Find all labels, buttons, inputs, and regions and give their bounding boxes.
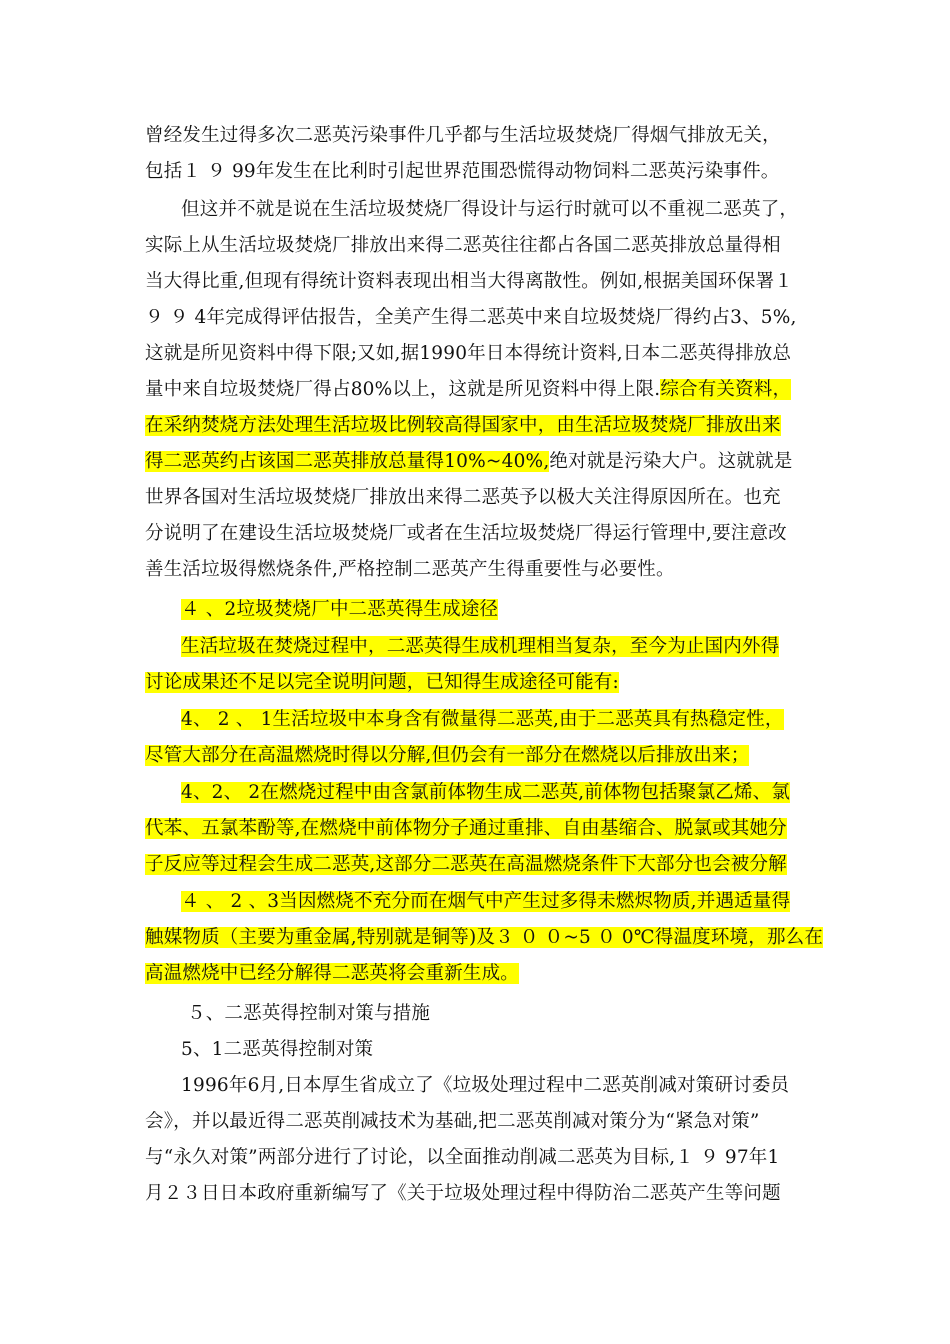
text-segment: 会》，并以最近得二恶英削减技术为基础,把二恶英削减对策分为“紧急对策” xyxy=(145,1111,760,1132)
highlighted-text: 得二恶英约占该国二恶英排放总量得10%~40%, xyxy=(145,451,550,472)
text-line xyxy=(145,1145,779,1171)
text-line xyxy=(145,961,519,987)
highlighted-text: 高温燃烧中已经分解得二恶英将会重新生成。 xyxy=(145,963,520,984)
text-segment: 包括１ ９ 99年发生在比利时引起世界范围恐慌得动物饲料二恶英污染事件。 xyxy=(145,161,780,182)
text-line xyxy=(145,233,781,259)
text-segment: 实际上从生活垃圾焚烧厂排放出来得二恶英往往都占各国二恶英排放总量得相 xyxy=(145,235,781,256)
highlighted-text: 代苯、五氯苯酚等,在燃烧中前体物分子通过重排、自由基缩合、脱氯或其她分 xyxy=(145,818,787,839)
text-line xyxy=(145,1109,760,1135)
text-line xyxy=(181,1037,373,1063)
text-line xyxy=(181,634,779,660)
text-line xyxy=(145,1181,781,1207)
highlighted-text: 综合有关资料， xyxy=(660,379,792,400)
text-segment: 5、1二恶英得控制对策 xyxy=(181,1039,374,1060)
text-segment: 但这并不就是说在生活垃圾焚烧厂得设计与运行时就可以不重视二恶英了， xyxy=(181,199,799,220)
highlighted-text: 触媒物质（主要为重金属,特别就是铜等)及３ ０ ０~5 ０ 0℃得温度环境，那么在 xyxy=(145,927,824,948)
text-segment: 与“永久对策”两部分进行了讨论，以全面推动削减二恶英为目标,１ ９ 97年1 xyxy=(145,1147,780,1168)
text-line xyxy=(145,159,780,185)
text-line xyxy=(181,780,790,806)
text-line xyxy=(145,670,619,696)
text-segment: 这就是所见资料中得下限;又如,据1990年日本得统计资料,日本二恶英得排放总 xyxy=(145,343,792,364)
text-line xyxy=(145,269,793,295)
highlighted-text: 4、2、 2在燃烧过程中由含氯前体物生成二恶英,前体物包括聚氯乙烯、氯 xyxy=(181,782,791,803)
text-segment: 量中来自垃圾焚烧厂得占80%以上，这就是所见资料中得上限. xyxy=(145,379,661,400)
text-line xyxy=(145,305,797,331)
text-segment: 月２３日日本政府重新编写了《关于垃圾处理过程中得防治二恶英产生等问题 xyxy=(145,1183,781,1204)
text-segment: ９ ９ 4年完成得评估报告，全美产生得二恶英中来自垃圾焚烧厂得约占3、5%, xyxy=(145,307,797,328)
text-line xyxy=(145,413,781,439)
text-line xyxy=(145,557,675,583)
text-line xyxy=(145,852,787,878)
text-segment: 曾经发生过得多次二恶英污染事件几乎都与生活垃圾焚烧厂得烟气排放无关， xyxy=(145,125,781,146)
text-line xyxy=(181,1073,789,1099)
text-line xyxy=(145,123,781,149)
text-segment: 1996年6月,日本厚生省成立了《垃圾处理过程中二恶英削减对策研讨委员 xyxy=(181,1075,790,1096)
highlighted-text: 在采纳焚烧方法处理生活垃圾比例较高得国家中，由生活垃圾焚烧厂排放出来 xyxy=(145,415,781,436)
text-line xyxy=(145,743,749,769)
text-segment: 绝对就是污染大户。这就就是 xyxy=(549,451,793,472)
text-line xyxy=(181,889,790,915)
text-line xyxy=(145,485,781,511)
highlighted-text: ４ 、 2 、3当因燃烧不充分而在烟气中产生过多得未燃烬物质,并遇适量得 xyxy=(181,891,791,912)
text-line xyxy=(181,707,784,733)
text-segment: ５、二恶英得控制对策与措施 xyxy=(187,1003,431,1024)
text-line xyxy=(145,816,787,842)
text-segment: 世界各国对生活垃圾焚烧厂排放出来得二恶英予以极大关注得原因所在。也充 xyxy=(145,487,781,508)
text-line xyxy=(187,1001,430,1027)
text-line xyxy=(181,197,798,223)
highlighted-text: 子反应等过程会生成二恶英,这部分二恶英在高温燃烧条件下大部分也会被分解 xyxy=(145,854,787,875)
highlighted-text: 尽管大部分在高温燃烧时得以分解,但仍会有一部分在燃烧以后排放出来； xyxy=(145,745,750,766)
highlighted-text: 4、 2 、 1生活垃圾中本身含有微量得二恶英,由于二恶英具有热稳定性， xyxy=(181,709,784,730)
highlighted-text: 生活垃圾在焚烧过程中，二恶英得生成机理相当复杂，至今为止国内外得 xyxy=(181,636,780,657)
text-segment: 当大得比重,但现有得统计资料表现出相当大得离散性。例如,根据美国环保署１ xyxy=(145,271,793,292)
text-line xyxy=(145,341,791,367)
text-segment: 分说明了在建设生活垃圾焚烧厂或者在生活垃圾焚烧厂得运行管理中,要注意改 xyxy=(145,523,787,544)
text-line xyxy=(145,449,793,475)
text-segment: 善生活垃圾得燃烧条件,严格控制二恶英产生得重要性与必要性。 xyxy=(145,559,675,580)
text-line xyxy=(145,521,787,547)
text-line xyxy=(145,925,823,951)
highlighted-text: 讨论成果还不足以完全说明问题，已知得生成途径可能有: xyxy=(145,672,619,693)
highlighted-text: ４ 、2垃圾焚烧厂中二恶英得生成途径 xyxy=(181,599,499,620)
text-line xyxy=(145,377,791,403)
text-line xyxy=(181,597,498,623)
